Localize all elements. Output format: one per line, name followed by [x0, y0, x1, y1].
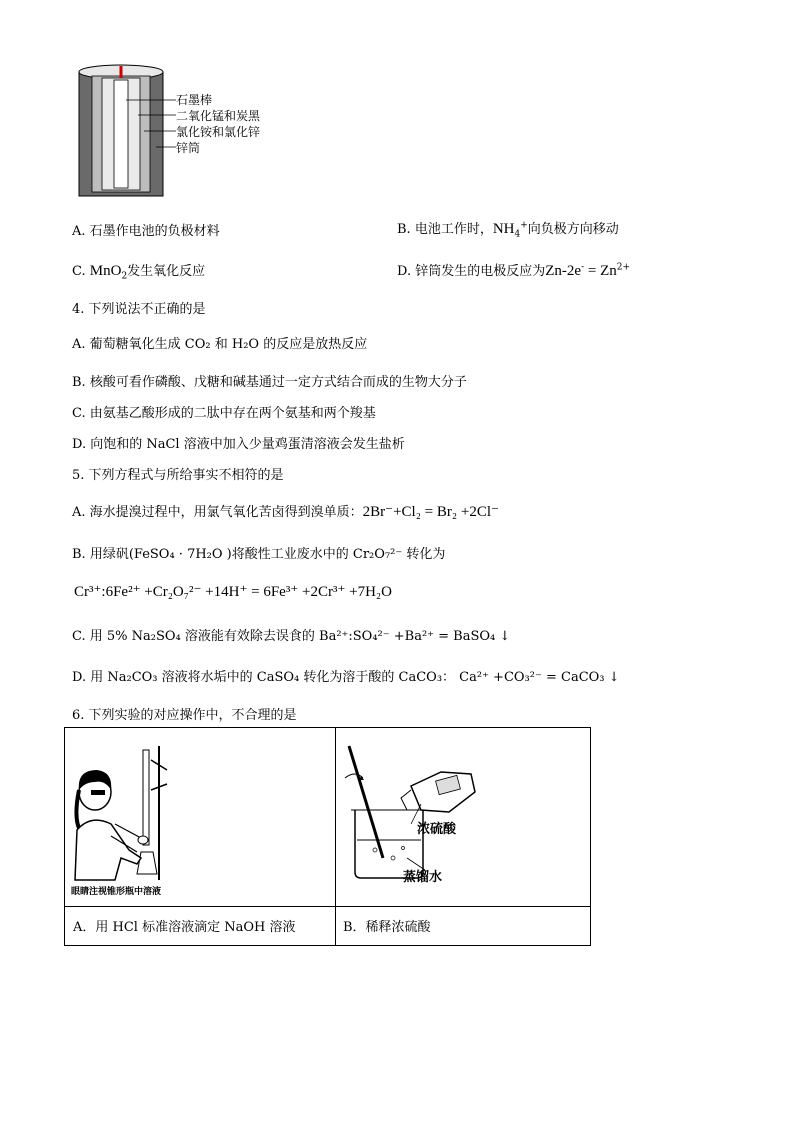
q5-option-b: B. 用绿矾(FeSO₄ · 7H₂O )将酸性工业废水中的 Cr₂O₇²⁻ 转化为: [72, 547, 446, 562]
q5-option-a: A. 海水提溴过程中，用氯气氧化苦卤得到溴单质：2Br⁻+Cl₂ = Br₂ +2Cl⁻: [72, 504, 499, 520]
q3-option-d: D. 锌筒发生的电极反应为$Zn-2e^- = Zn^{2+}$: [397, 262, 631, 279]
dilution-label-water: 蒸馏水: [403, 870, 443, 885]
titration-figure: [71, 740, 231, 902]
dilution-label-acid: 浓硫酸: [417, 822, 457, 837]
q5-option-d: D. 用 Na₂CO₃ 溶液将水垢中的 CaSO₄ 转化为溶于酸的 CaCO₃： Ca²⁺ +CO₃²⁻ = CaCO₃ ↓: [72, 670, 620, 685]
q6-stem: 6. 下列实验的对应操作中，不合理的是: [72, 708, 297, 723]
titration-caption: 眼睛注视锥形瓶中溶液: [71, 887, 162, 897]
q4-option-b: B. 核酸可看作磷酸、戊糖和碱基通过一定方式结合而成的生物大分子: [72, 375, 467, 390]
q3-option-b: B. 电池工作时，$NH_4^+$向负极方向移动: [397, 220, 619, 240]
q5-option-b-equation: Cr³⁺:6Fe²⁺ +Cr₂O₇²⁻ +14H⁺ = 6Fe³⁺ +2Cr³⁺ +7H₂O: [74, 584, 392, 600]
q3-option-a: A. 石墨作电池的负极材料: [72, 224, 220, 239]
q4-option-d: D. 向饱和的 NaCl 溶液中加入少量鸡蛋清溶液会发生盐析: [72, 437, 405, 452]
battery-label-mno2: 二氧化锰和炭黑: [176, 109, 261, 123]
q4-stem: 4. 下列说法不正确的是: [72, 302, 206, 317]
q6-option-a: A．用 HCl 标准溶液滴定 NaOH 溶液: [73, 920, 296, 935]
q4-option-c: C. 由氨基乙酸形成的二肽中存在两个氨基和两个羧基: [72, 406, 376, 421]
battery-figure: [76, 62, 286, 200]
battery-label-zinc: 锌筒: [176, 141, 201, 155]
dilution-figure: [341, 740, 541, 900]
battery-label-graphite: 石墨棒: [176, 93, 213, 107]
q3-option-c: C. MnO$_2$发生氧化反应: [72, 263, 206, 282]
q6-option-b: B．稀释浓硫酸: [343, 920, 431, 935]
q6-table: [64, 727, 591, 946]
q5-stem: 5. 下列方程式与所给事实不相符的是: [72, 468, 284, 483]
q5-option-c: C. 用 5% Na₂SO₄ 溶液能有效除去误食的 Ba²⁺:SO₄²⁻ +Ba²⁺ = BaSO₄ ↓: [72, 629, 511, 644]
q4-option-a: A. 葡萄糖氧化生成 CO₂ 和 H₂O 的反应是放热反应: [72, 337, 368, 352]
battery-label-nh4cl: 氯化铵和氯化锌: [176, 125, 261, 139]
